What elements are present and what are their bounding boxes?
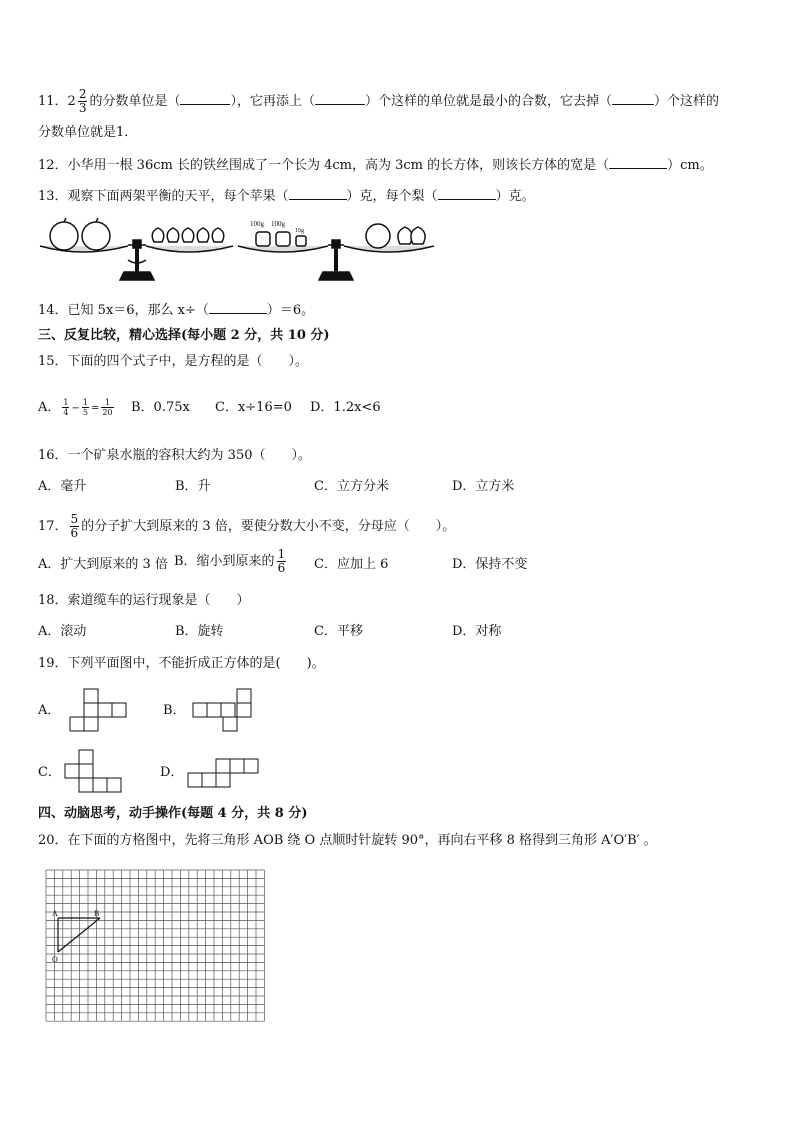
- fraction-numerator: 2: [78, 87, 87, 101]
- answer-blank[interactable]: [438, 187, 496, 200]
- question-15-stem: 15．下面的四个式子中，是方程的是（ ）。: [38, 354, 309, 369]
- mixed-whole: 2: [67, 94, 76, 109]
- balance-illustration: [38, 212, 438, 290]
- cube-net-figure: [63, 748, 127, 796]
- question-text: ）个这样的单位就是最小的合数，它去掉（: [365, 94, 613, 109]
- balance-right: [238, 224, 434, 280]
- answer-blank[interactable]: [609, 156, 667, 169]
- fraction: [82, 398, 89, 417]
- cube-net-figure: [68, 687, 130, 735]
- option-d[interactable]: D．对称: [452, 624, 502, 639]
- option-a[interactable]: A．滚动: [38, 624, 87, 639]
- option-b[interactable]: [174, 548, 288, 575]
- question-12: [38, 156, 713, 175]
- question-16-stem: 16．一个矿泉水瓶的容积大约为 350（ ）。: [38, 448, 311, 463]
- question-18-stem: 18．索道缆车的运行现象是（ ）: [38, 593, 250, 608]
- question-text: ）克。: [495, 189, 535, 204]
- question-number: 17．: [38, 519, 68, 534]
- answer-blank[interactable]: [209, 301, 267, 314]
- cube-net-a: [68, 687, 130, 735]
- grid-figure: [44, 868, 270, 1028]
- fraction-numerator: 1: [101, 398, 113, 408]
- question-11-line2: 分数单位就是1．: [38, 125, 138, 140]
- answer-blank[interactable]: [612, 92, 654, 105]
- fraction-denominator: 4: [63, 408, 69, 417]
- square-grid: [44, 868, 270, 1028]
- question-text: ），它再添上（: [230, 94, 315, 109]
- segment-ob: [58, 918, 100, 952]
- fraction-numerator: 1: [82, 398, 88, 407]
- section-4-title: 四、动脑思考，动手操作(每题 4 分，共 8 分): [38, 806, 308, 821]
- point-label-o: O: [52, 955, 58, 964]
- question-text: ）＝6。: [266, 303, 315, 318]
- question-14: [38, 301, 314, 320]
- weight-label: 10g: [295, 228, 304, 234]
- option-d[interactable]: D．: [160, 765, 184, 780]
- option-c[interactable]: C．应加上 6: [314, 557, 389, 572]
- answer-blank[interactable]: [315, 92, 365, 105]
- fraction-denominator: 5: [82, 408, 88, 417]
- fraction-denominator: 6: [277, 561, 286, 575]
- weight-label: 100g: [250, 220, 264, 228]
- point-label-a: A: [52, 909, 58, 918]
- question-13: [38, 187, 535, 206]
- fraction: [277, 548, 287, 575]
- option-b[interactable]: B．: [163, 703, 186, 718]
- question-20-stem: 20．在下面的方格图中，先将三角形 AOB 绕 O 点顺时针旋转 90°，再向右平移 8 格得到三角形 A′O′B′ 。: [38, 833, 657, 848]
- question-text: ）个这样的: [654, 94, 720, 109]
- option-text: B．缩小到原来的: [174, 554, 275, 569]
- option-label: A．: [38, 400, 61, 415]
- option-b[interactable]: B．升: [175, 479, 211, 494]
- fraction: [101, 398, 113, 417]
- question-text: 13．观察下面两架平衡的天平，每个苹果（: [38, 189, 289, 204]
- option-c[interactable]: C．平移: [314, 624, 363, 639]
- cube-net-figure: [191, 687, 255, 735]
- cube-net-c: [63, 748, 127, 796]
- option-a[interactable]: [38, 398, 116, 418]
- minus-sign: −: [71, 403, 80, 414]
- option-a[interactable]: A．扩大到原来的 3 倍: [38, 557, 168, 572]
- balance-scales-image: [38, 212, 438, 290]
- answer-blank[interactable]: [289, 187, 347, 200]
- question-number: 11．: [38, 94, 68, 109]
- question-19-stem: 19．下列平面图中，不能折成正方体的是( )。: [38, 656, 325, 671]
- question-text: 14．已知 5x＝6，那么 x÷（: [38, 303, 209, 318]
- cube-net-figure: [186, 756, 266, 792]
- weight-label: 100g: [271, 220, 285, 228]
- option-c[interactable]: C．: [38, 765, 61, 780]
- question-text: ）克，每个梨（: [346, 189, 438, 204]
- question-text: 的分数单位是（: [89, 94, 181, 109]
- cube-net-d: [186, 756, 266, 792]
- option-a[interactable]: A．: [38, 703, 61, 718]
- fraction-denominator: 3: [78, 101, 87, 115]
- option-c[interactable]: C．x÷16=0: [215, 400, 292, 415]
- fraction: [78, 88, 88, 115]
- cube-net-b: [191, 687, 255, 735]
- fraction-numerator: 1: [277, 547, 286, 561]
- option-c[interactable]: C．立方分米: [314, 479, 389, 494]
- option-a[interactable]: A．毫升: [38, 479, 87, 494]
- fraction-numerator: 1: [63, 398, 69, 407]
- question-text: 12．小华用一根 36cm 长的铁丝围成了一个长为 4cm，高为 3cm 的长方体，则该长方体的宽是（: [38, 158, 610, 173]
- triangle-aob: [58, 918, 100, 952]
- option-d[interactable]: D．立方米: [452, 479, 515, 494]
- fraction-denominator: 20: [102, 408, 113, 417]
- question-11: [38, 88, 719, 115]
- fraction-numerator: 5: [70, 512, 79, 526]
- option-d[interactable]: D．保持不变: [452, 557, 528, 572]
- balance-left: [40, 218, 233, 280]
- option-b[interactable]: B．旋转: [175, 624, 224, 639]
- section-3-title: 三、反复比较，精心选择(每小题 2 分，共 10 分): [38, 328, 330, 343]
- question-17-stem: [38, 513, 455, 540]
- equals-sign: =: [90, 403, 100, 414]
- point-label-b: B: [94, 909, 100, 918]
- option-d[interactable]: D．1.2x<6: [310, 400, 381, 415]
- fraction: [70, 513, 80, 540]
- question-text: 的分子扩大到原来的 3 倍，要使分数大小不变，分母应（ ）。: [81, 519, 456, 534]
- question-text: ）cm。: [667, 158, 713, 173]
- fraction: [62, 398, 69, 417]
- option-b[interactable]: B．0.75x: [131, 400, 190, 415]
- answer-blank[interactable]: [180, 92, 230, 105]
- fraction-denominator: 6: [70, 526, 79, 540]
